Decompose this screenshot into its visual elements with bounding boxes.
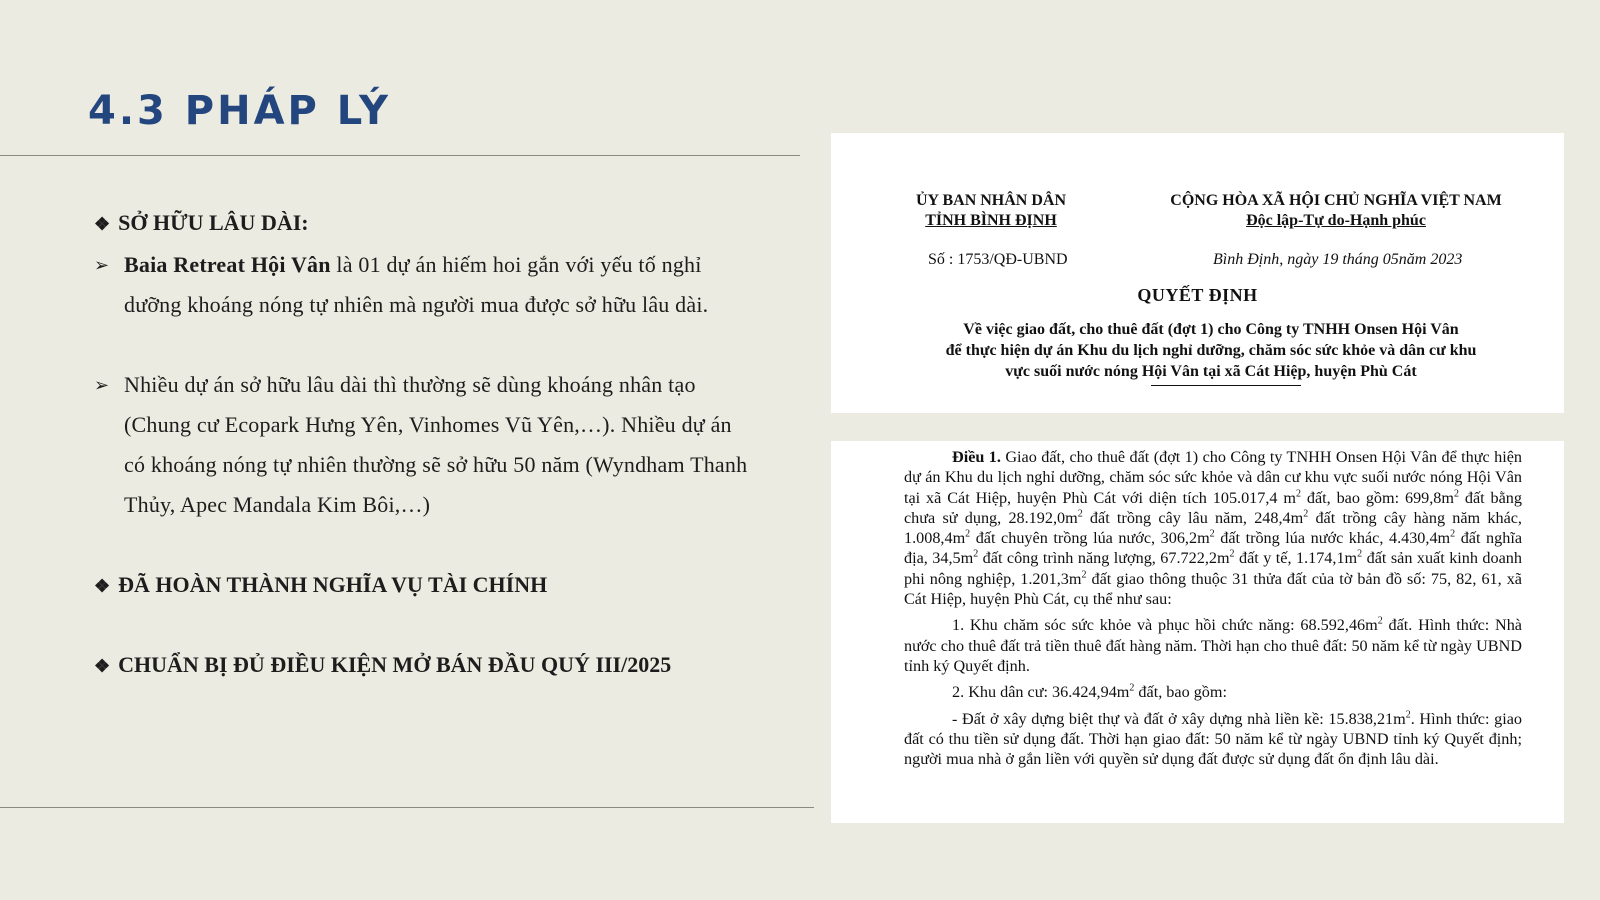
motto: Độc lập-Tự do-Hạnh phúc xyxy=(1246,212,1426,229)
diamond-bullet-icon: ❖ xyxy=(94,656,111,676)
divider-top xyxy=(0,155,800,156)
decision-title: QUYẾT ĐỊNH xyxy=(1137,285,1258,305)
text-run: đất bằng chưa sử dụng, 28.192,0m xyxy=(904,488,1522,527)
text-run: Giao đất, cho thuê đất (đợt 1) cho Công ty TNHH Onsen Hội Vân để thực hiện dự án Khu du lịch nghỉ dưỡng, chăm sóc sức khỏe và dân cư khu vực suối nước nóng Hội Vân tại xã Cát Hiệp, huyện Phù Cát với diện tích 105.017,4 m xyxy=(904,448,1523,507)
text-run: 1. Khu chăm sóc sức khỏe và phục hồi chức năng: 68.592,46m xyxy=(952,616,1378,635)
heading-text: CHUẨN BỊ ĐỦ ĐIỀU KIỆN MỞ BÁN ĐẦU QUÝ III/2025 xyxy=(118,652,672,677)
issuer-line-2: TỈNH BÌNH ĐỊNH xyxy=(925,212,1057,229)
decision-number: Số : 1753/QĐ-UBND xyxy=(928,251,1068,268)
heading-text: SỞ HỮU LÂU DÀI: xyxy=(118,210,309,235)
article-body xyxy=(904,447,1522,775)
country-name: CỘNG HÒA XÃ HỘI CHỦ NGHĨA VIỆT NAM xyxy=(1170,192,1502,209)
text-run: đất công trình năng lượng, 67.722,2m xyxy=(978,549,1230,568)
page-title: 4.3 PHÁP LÝ xyxy=(88,88,391,134)
arrow-bullet-icon: ➢ xyxy=(94,375,110,395)
document-article-image xyxy=(831,441,1564,823)
text-run: đất sản xuất kinh doanh phi nông nghiệp, 1.201,3m xyxy=(904,549,1522,588)
article-paragraph-3 xyxy=(904,682,1522,702)
superscript: 2 xyxy=(1129,682,1135,694)
text-run: đất nghĩa địa, 34,5m xyxy=(904,529,1523,568)
superscript: 2 xyxy=(965,528,971,540)
subject-line-2: để thực hiện dự án Khu du lịch nghỉ dưỡng, chăm sóc sức khỏe và dân cư khu xyxy=(945,342,1477,359)
subject-underline xyxy=(1151,385,1301,386)
text-run: đất giao thông thuộc 31 thửa đất của tờ bản đồ số: 75, 82, 61, xã Cát Hiệp, huyện Phù Cát, cụ thể như sau: xyxy=(904,569,1522,609)
superscript: 2 xyxy=(1405,709,1411,721)
issuer-line-1: ỦY BAN NHÂN DÂN xyxy=(915,192,1067,209)
bullet-text: Nhiều dự án sở hữu lâu dài thì thường sẽ dùng khoáng nhân tạo (Chung cư Ecopark Hưng Yên, Vinhomes Vũ Yên,…). Nhiều dự án có khoáng nóng tự nhiên thường sẽ sở hữu 50 năm (Wyndham Thanh Thủy, Apec Mandala Kim Bôi,…) xyxy=(124,372,748,517)
superscript: 2 xyxy=(1209,528,1215,540)
text-run: - Đất ở xây dựng biệt thự và đất ở xây dựng nhà liền kề: 15.838,21m xyxy=(952,709,1406,728)
text-run: đất trồng lúa nước khác, 4.430,4m xyxy=(1214,529,1451,548)
article-paragraph-2 xyxy=(904,615,1522,676)
text-run: đất trồng cây hàng năm khác, 1.008,4m xyxy=(904,508,1522,548)
text-run: đất trồng cây lâu năm, 248,4m xyxy=(1082,508,1304,527)
superscript: 2 xyxy=(1450,528,1456,540)
divider-bottom xyxy=(0,807,814,808)
text-run: đất. Hình thức: Nhà nước cho thuê đất trả tiền thuê đất hàng năm. Thời hạn cho thuê đất: 50 năm kể từ ngày UBND tỉnh ký Quyết định. xyxy=(904,616,1522,675)
text-run: đất y tế, 1.174,1m xyxy=(1234,549,1358,568)
text-run: đất, bao gồm: xyxy=(1134,683,1227,702)
bullet-text: là 01 dự án hiếm hoi gắn với yếu tố nghỉ dưỡng khoáng nóng tự nhiên mà người mua được sở hữu lâu dài. xyxy=(124,252,709,317)
issuer-block xyxy=(901,191,1081,231)
diamond-bullet-icon: ❖ xyxy=(94,576,111,596)
superscript: 2 xyxy=(1357,549,1363,561)
project-name: Baia Retreat Hội Vân xyxy=(124,252,331,277)
superscript: 2 xyxy=(1295,488,1301,500)
bullet-item-1 xyxy=(94,245,754,325)
bullet-item-2 xyxy=(94,365,754,525)
heading-financial-obligations xyxy=(94,572,547,598)
superscript: 2 xyxy=(1377,615,1383,627)
heading-long-term-ownership xyxy=(94,210,309,236)
superscript: 2 xyxy=(1077,508,1083,520)
superscript: 2 xyxy=(1453,488,1459,500)
diamond-bullet-icon: ❖ xyxy=(94,214,111,234)
article-label: Điều 1. xyxy=(952,448,1001,466)
subject-line-1: Về việc giao đất, cho thuê đất (đợt 1) cho Công ty TNHH Onsen Hội Vân xyxy=(963,321,1459,338)
article-paragraph-4 xyxy=(904,709,1522,770)
heading-sale-readiness xyxy=(94,652,671,678)
document-header-image xyxy=(831,133,1564,413)
text-run: đất, bao gồm: 699,8m xyxy=(1300,488,1454,507)
text-run: . Hình thức: giao đất có thu tiền sử dụng đất. Thời hạn giao đất: 50 năm kể từ ngày UBND tỉnh ký Quyết định; người mua nhà ở gắn liền với quyền sử dụng đất được sử dụng đất ổn định lâu dài. xyxy=(904,709,1522,769)
superscript: 2 xyxy=(973,549,979,561)
heading-text: ĐÃ HOÀN THÀNH NGHĨA VỤ TÀI CHÍNH xyxy=(118,572,548,597)
superscript: 2 xyxy=(1081,569,1087,581)
text-run: 2. Khu dân cư: 36.424,94m xyxy=(952,683,1130,702)
decision-date: Bình Định, ngày 19 tháng 05năm 2023 xyxy=(1213,251,1463,268)
article-paragraph-1 xyxy=(904,447,1522,609)
superscript: 2 xyxy=(1229,549,1235,561)
text-run: đất chuyên trồng lúa nước, 306,2m xyxy=(970,529,1210,548)
subject-line-3: vực suối nước nóng Hội Vân tại xã Cát Hiệp, huyện Phù Cát xyxy=(1005,363,1417,380)
national-motto-block xyxy=(1161,191,1511,231)
superscript: 2 xyxy=(1303,508,1309,520)
decision-subject xyxy=(891,319,1531,382)
arrow-bullet-icon: ➢ xyxy=(94,255,110,275)
